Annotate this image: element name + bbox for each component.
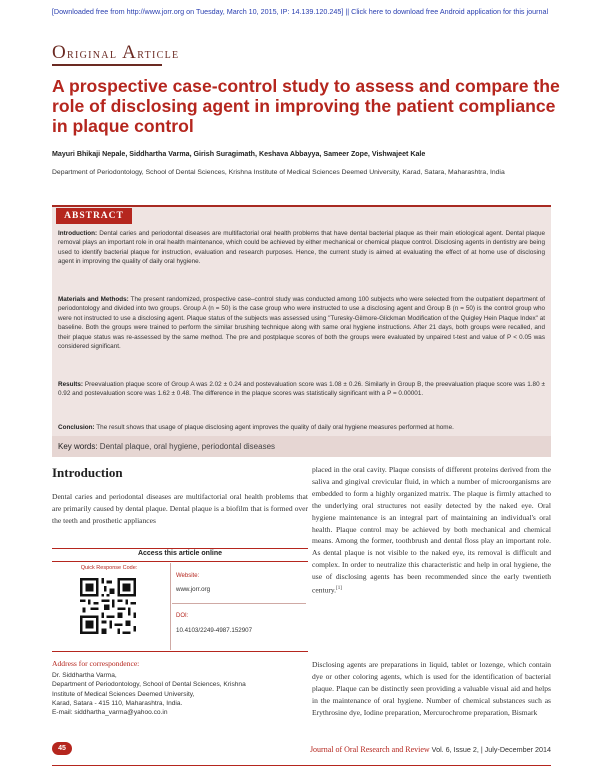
footer-rule — [52, 765, 551, 766]
abstract-results-label: Results: — [58, 381, 84, 388]
page-number: 45 — [52, 742, 72, 755]
section-label-second-cap: A — [122, 42, 138, 63]
keywords-text: Dental plaque, oral hygiene, periodontal diseases — [97, 442, 276, 451]
section-label-first-rest: riginal — [67, 46, 123, 62]
introduction-heading: Introduction — [52, 465, 123, 480]
doi-label: DOI: — [176, 613, 189, 619]
correspondence-line: Karad, Satara - 415 110, Maharashtra, India. — [52, 699, 183, 707]
section-label-first-cap: O — [52, 42, 68, 63]
website-link[interactable]: www.jorr.org — [176, 586, 211, 593]
introduction-right-paragraph-1 — [312, 464, 551, 596]
abstract-methods-text: The present randomized, prospective case–control study was conducted among 100 subjects who were selected from the outpatient department of periodontology and divided into two groups. Group A (n = 50) is the case group who were instructed to use a disclosing agent and Group B (n = 50) is the control group who were not instructed to use a disclosing agent. Plaque status of the subjects was assessed using "Turesky-Gilmore-Glickman Modification of the Quigley Hein Plaque Index" at baseline. Both the groups were trained to perform the similar brushing technique along with same oral hygiene instructions. After 21 days, both groups were recalled, and their plaque status was re-assessed by the same method. The pre and postplaque scores of both the groups were evaluated by unpaired t-test and value of P < 0.05 was considered significant. — [58, 296, 545, 351]
abstract-conclusion-label: Conclusion: — [58, 424, 95, 431]
download-banner[interactable]: [Downloaded free from http://www.jorr.org on Tuesday, March 10, 2015, IP: 14.139.120.245] || Click here to download free Android application for this journal — [51, 7, 549, 16]
website-label: Website: — [176, 573, 200, 579]
keywords — [58, 442, 275, 451]
author-list: Mayuri Bhikaji Nepale, Siddhartha Varma, Girish Suragimath, Keshava Abbayya, Sameer Zope, Vishwajeet Kale — [52, 150, 426, 158]
introduction-right-paragraph-2: Disclosing agents are preparations in liquid, tablet or lozenge, which contain dye or other coloring agents, which is used for the identification of bacterial plaque. Plaque can be distinctly seen providing a valuable visual aid and helps in the maintenance of oral hygiene. Number of chemical substances such as Erythrosine dye, Iodine preparation, Mercurochrome preparation, Bismark — [312, 660, 551, 717]
citation-ref[interactable]: [1] — [336, 586, 342, 592]
abstract-results-text: Preevaluation plaque score of Group A was 2.02 ± 0.24 and postevaluation score was 1.08 ± 0.26. Similarly in Group B, the preevaluation plaque score was 1.80 ± 0.92 and postevaluation score was 1.62 ± 0.48. The difference in the plaque scores was statistically significant with a P = 0.00001. — [58, 381, 545, 398]
article-title: A prospective case-control study to assess and compare the role of disclosing agent in improving the patient compliance in plaque control — [52, 76, 560, 136]
access-box-rule — [52, 561, 308, 562]
section-label — [52, 42, 179, 64]
access-box-divider — [170, 563, 171, 650]
journal-issue: Vol. 6, Issue 2, | July-December 2014 — [431, 745, 551, 754]
abstract-results — [58, 380, 545, 399]
doi-link[interactable]: 10.4103/2249-4987.152907 — [176, 627, 253, 634]
introduction-right-text-1: placed in the oral cavity. Plaque consists of different proteins derived from the saliva and gingival crevicular fluid, in which a number of microorganisms are embedded to form a highly organized matrix. The plaque is firmly attached to the underlying oral structures not easily detected by the naked eye. Oral hygiene maintenance is an integral part of maintaining an individual's oral health. Plaque control may be achieved by both mechanical and chemical means. Among the former, toothbrush and dental floss play an important role. As dental plaque is not visible to the naked eye, its removal is difficult and complex. In order to neutralize this characteristic and help in oral hygiene, the use of disclosing agents has been recommended since the early twentieth century. — [312, 465, 551, 595]
correspondence-email[interactable]: E-mail: siddhartha_varma@yahoo.co.in — [52, 709, 168, 717]
keywords-label: Key words: — [58, 442, 98, 451]
correspondence-address — [52, 671, 314, 717]
qr-code-label: Quick Response Code: — [80, 565, 138, 571]
introduction-left-paragraph: Dental caries and periodontal diseases are multifactorial oral health problems that are primarily caused by dental plaque. Dental plaque is a biofilm that is formed over the teeth and prosthetic appliances — [52, 492, 308, 525]
abstract-conclusion — [58, 423, 545, 432]
correspondence-line: Dr. Siddhartha Varma, — [52, 672, 117, 679]
abstract-methods — [58, 295, 545, 351]
journal-name: Journal of Oral Research and Review — [309, 745, 430, 754]
abstract-methods-label: Materials and Methods: — [58, 296, 129, 303]
access-box-heading: Access this article online — [137, 550, 223, 557]
abstract-intro-label: Introduction: — [58, 230, 98, 237]
journal-footer — [310, 745, 551, 754]
abstract-heading: ABSTRACT — [56, 208, 132, 224]
correspondence-line: Institute of Medical Sciences Deemed University, — [52, 690, 195, 698]
qr-code-icon[interactable] — [80, 578, 136, 634]
correspondence-line: Department of Periodontology, School of Dental Sciences, Krishna — [52, 681, 246, 689]
abstract-conclusion-text: The result shows that usage of plaque disclosing agent improves the quality of daily oral hygiene measures performed at home. — [94, 424, 454, 431]
affiliation: Department of Periodontology, School of Dental Sciences, Krishna Institute of Medical Sciences Deemed University, Karad, Satara, Maharashtra, India — [52, 169, 505, 176]
section-label-second-rest: rticle — [137, 46, 180, 62]
abstract-introduction — [58, 229, 545, 267]
section-label-rule — [52, 64, 162, 66]
abstract-intro-text: Dental caries and periodontal diseases are multifactorial oral health problems that have dental bacterial plaque as their main etiological agent. Dental plaque removal plays an important role in oral health maintenance, which could be achieved by either mechanical or chemical plaque control. Disclosing agents in dentistry are being used to identify bacterial plaque for instruction, evaluation and research purposes. Hence, the current study is aimed at evaluating the effect of at home use of disclosing agent in improving the quality of daily oral hygiene. — [58, 230, 545, 266]
correspondence-heading: Address for correspondence: — [52, 659, 140, 668]
access-info-rule — [172, 603, 306, 604]
